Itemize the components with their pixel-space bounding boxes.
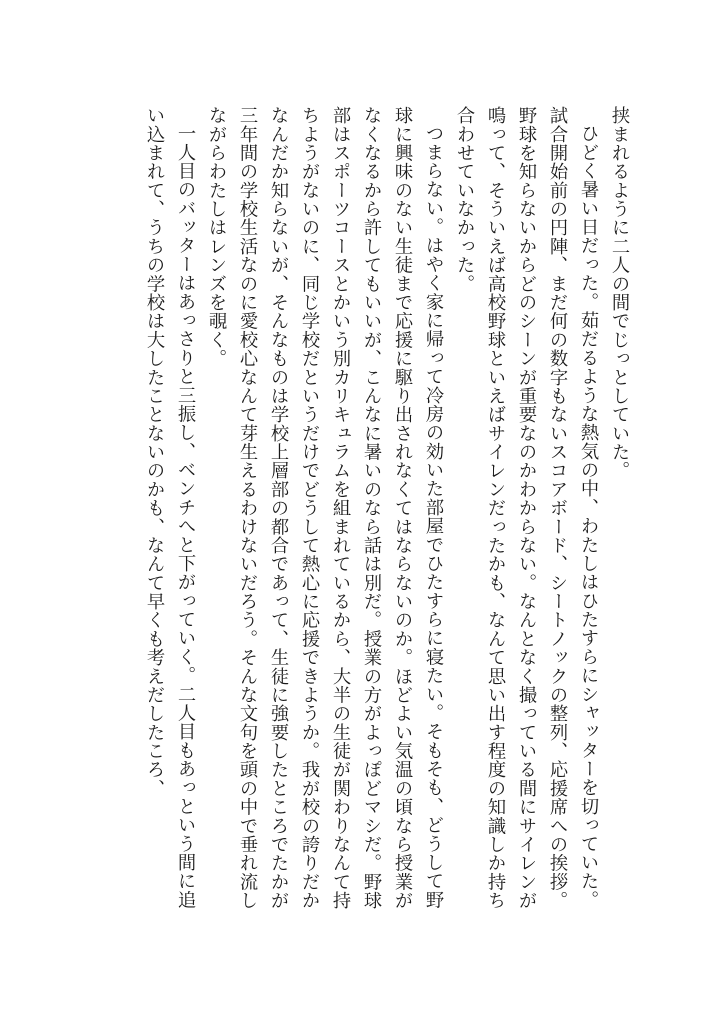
vertical-text-body — [75, 106, 635, 926]
paragraph-hot-day: ひどく暑い日だった。茹だるような熱気の中、わたしはひたすらにシャッターを切っていた。試合開始前の円陣、まだ何の数字もないスコアボード、シートノックの整列、応援席への挨拶。野球を知らないからどのシーンが重要なのかわからない。なんとなく撮っている間にサイレンが鳴って、そういえば高校野球といえばサイレンだったかも、なんて思い出す程度の知識しか持ち合わせていなかった。 — [454, 106, 599, 910]
paragraph-first-batter: 一人目のバッターはあっさりと三振し、ベンチへと下がっていく。二人目もあっという間に追い込まれて、うちの学校は大したことないのかも、なんて早くも考えだしたころ、 — [144, 106, 196, 910]
paragraph-boring: つまらない。はやく家に帰って冷房の効いた部屋でひたすらに寝たい。そもそも、どうして野球に興味のない生徒まで応援に駆り出されなくてはならないのか。ほどよい気温の頃なら授業がなくなるから許してもいいが、こんなに暑いのなら話は別だ。授業の方がよっぽどマシだ。野球部はスポーツコースとかいう別カリキュラムを組まれているから、大半の生徒が関わりなんて持ちようがないのに、同じ学校だというだけでどうして熱心に応援できようか。我が校の誇りだかなんだか知らないが、そんなものは学校上層部の都合であって、生徒に強要したところでたかが三年間の学校生活なのに愛校心なんて芽生えるわけないだろう。そんな文句を頭の中で垂れ流しながらわたしはレンズを覗く。 — [206, 106, 444, 910]
paragraph-continuation: 挟まれるように二人の間でじっとしていた。 — [609, 106, 630, 480]
